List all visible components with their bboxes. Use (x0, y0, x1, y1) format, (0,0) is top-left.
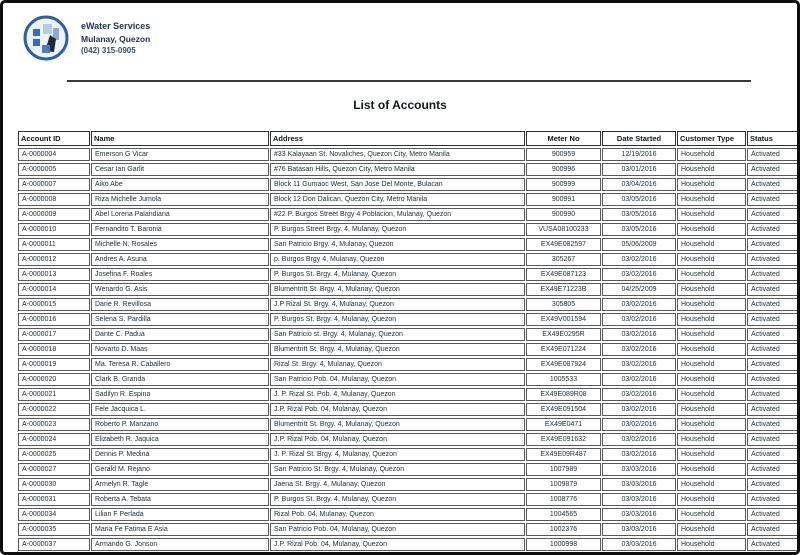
cell-name: Gerald M. Rejano (91, 463, 269, 476)
accounts-table-container (17, 129, 789, 553)
cell-meter_no: VUSA08100233 (526, 223, 601, 236)
cell-status: Activated (747, 223, 800, 236)
cell-address: San Patricio Brgy. 4, Mulanay, Quezon (270, 238, 525, 251)
cell-address: Blumentritt St. Brgy. 4, Mulanay, Quezon (270, 343, 525, 356)
table-row (18, 193, 800, 206)
cell-status: Activated (747, 418, 800, 431)
column-header-meter_no: Meter No (526, 131, 601, 146)
cell-customer_type: Household (677, 508, 746, 521)
cell-name: Lilian F Perlada (91, 508, 269, 521)
cell-name: Dennis P. Medina (91, 448, 269, 461)
cell-date_started: 03/03/2016 (602, 478, 676, 491)
cell-name: Cesar Ian Garlit (91, 163, 269, 176)
cell-name: Wenardo G. Asis (91, 283, 269, 296)
column-header-name: Name (91, 131, 269, 146)
table-row (18, 253, 800, 266)
cell-name: Michelle N. Rosales (91, 238, 269, 251)
cell-customer_type: Household (677, 448, 746, 461)
table-row (18, 223, 800, 236)
company-phone: (042) 315-0905 (81, 46, 136, 56)
cell-address: P. Burgos St. Brgy. 4, Mulanay, Quezon (270, 493, 525, 506)
company-info (81, 15, 150, 57)
cell-address: San Patricio st. Brgy. 4, Mulanay, Quezon (270, 328, 525, 341)
cell-date_started: 03/02/2016 (602, 388, 676, 401)
cell-account_id: A-0000020 (18, 373, 90, 386)
cell-address: J.P. Rizal Pob. 04, Mulanay, Quezon (270, 403, 525, 416)
cell-status: Activated (747, 268, 800, 281)
cell-address: P. Burgos St. Brgy. 4, Mulanay, Quezon (270, 268, 525, 281)
table-row (18, 523, 800, 536)
cell-address: p. Burgos Brgy 4, Mulanay, Quezon (270, 253, 525, 266)
cell-name: Aiko Abe (91, 178, 269, 191)
cell-customer_type: Household (677, 283, 746, 296)
cell-meter_no: EX49E089R08 (526, 388, 601, 401)
cell-date_started: 03/03/2016 (602, 463, 676, 476)
cell-name: Armelyn R. Tagle (91, 478, 269, 491)
cell-customer_type: Household (677, 193, 746, 206)
cell-status: Activated (747, 478, 800, 491)
cell-customer_type: Household (677, 148, 746, 161)
cell-date_started: 03/03/2016 (602, 538, 676, 551)
cell-date_started: 03/02/2016 (602, 328, 676, 341)
cell-account_id: A-0000005 (18, 163, 90, 176)
cell-account_id: A-0000004 (18, 148, 90, 161)
cell-status: Activated (747, 283, 800, 296)
cell-date_started: 04/25/2009 (602, 283, 676, 296)
cell-meter_no: 1009879 (526, 478, 601, 491)
cell-customer_type: Household (677, 478, 746, 491)
cell-status: Activated (747, 538, 800, 551)
cell-date_started: 03/02/2016 (602, 343, 676, 356)
column-header-date_started: Date Started (602, 131, 676, 146)
cell-date_started: 03/02/2016 (602, 403, 676, 416)
cell-meter_no: 1004565 (526, 508, 601, 521)
cell-account_id: A-0000030 (18, 478, 90, 491)
cell-customer_type: Household (677, 538, 746, 551)
cell-name: Sadilyn R. Espina (91, 388, 269, 401)
cell-address: P. Burgos Street Brgy. 4, Mulanay, Quezon (270, 223, 525, 236)
cell-customer_type: Household (677, 418, 746, 431)
cell-status: Activated (747, 388, 800, 401)
cell-name: Roberto P. Manzano (91, 418, 269, 431)
cell-meter_no: EX49E09R487 (526, 448, 601, 461)
cell-date_started: 03/02/2016 (602, 448, 676, 461)
cell-account_id: A-0000016 (18, 313, 90, 326)
cell-name: Josefina F. Roales (91, 268, 269, 281)
table-row (18, 163, 800, 176)
cell-status: Activated (747, 148, 800, 161)
cell-status: Activated (747, 178, 800, 191)
cell-date_started: 03/04/2016 (602, 178, 676, 191)
cell-name: Abel Lorena Palandiana (91, 208, 269, 221)
cell-status: Activated (747, 433, 800, 446)
cell-customer_type: Household (677, 343, 746, 356)
cell-address: Rizal St. Brgy. 4, Mulanay, Quezon (270, 358, 525, 371)
cell-name: Novarto D. Maas (91, 343, 269, 356)
cell-address: J.P. Rizal Pob. 04, Mulanay, Quezon (270, 433, 525, 446)
cell-meter_no: EX49E091504 (526, 403, 601, 416)
cell-name: Maria Fe Fatima E Asia (91, 523, 269, 536)
cell-account_id: A-0000015 (18, 298, 90, 311)
table-header-row (18, 131, 800, 146)
cell-customer_type: Household (677, 253, 746, 266)
cell-status: Activated (747, 343, 800, 356)
cell-date_started: 03/02/2016 (602, 253, 676, 266)
table-row (18, 358, 800, 371)
cell-account_id: A-0000019 (18, 358, 90, 371)
cell-customer_type: Household (677, 433, 746, 446)
cell-meter_no: EX49E091632 (526, 433, 601, 446)
cell-name: Fele Jacquica L. (91, 403, 269, 416)
cell-customer_type: Household (677, 163, 746, 176)
cell-account_id: A-0000023 (18, 418, 90, 431)
table-row (18, 238, 800, 251)
cell-address: Block 12 Don Dalican, Quezon City, Metro Manila (270, 193, 525, 206)
cell-meter_no: 900999 (526, 178, 601, 191)
accounts-table (17, 129, 800, 553)
cell-customer_type: Household (677, 298, 746, 311)
cell-account_id: A-0000009 (18, 208, 90, 221)
cell-date_started: 12/19/2016 (602, 148, 676, 161)
table-row (18, 448, 800, 461)
cell-status: Activated (747, 298, 800, 311)
cell-meter_no: 1007989 (526, 463, 601, 476)
cell-name: Darie R. Revillosa (91, 298, 269, 311)
cell-meter_no: 305267 (526, 253, 601, 266)
table-row (18, 148, 800, 161)
cell-status: Activated (747, 463, 800, 476)
cell-date_started: 03/05/2016 (602, 193, 676, 206)
table-row (18, 478, 800, 491)
table-row (18, 283, 800, 296)
cell-account_id: A-0000017 (18, 328, 90, 341)
cell-status: Activated (747, 328, 800, 341)
cell-status: Activated (747, 313, 800, 326)
cell-account_id: A-0000031 (18, 493, 90, 506)
cell-meter_no: 1000998 (526, 538, 601, 551)
cell-customer_type: Household (677, 358, 746, 371)
cell-name: Fernandito T. Baronia (91, 223, 269, 236)
cell-meter_no: 900991 (526, 193, 601, 206)
cell-meter_no: EX49E087924 (526, 358, 601, 371)
cell-account_id: A-0000010 (18, 223, 90, 236)
cell-account_id: A-0000012 (18, 253, 90, 266)
cell-name: Armando G. Jonson (91, 538, 269, 551)
cell-address: #22 P. Burgos Street Brgy 4 Poblacion, Mulanay, Quezon (270, 208, 525, 221)
table-row (18, 268, 800, 281)
column-header-address: Address (270, 131, 525, 146)
cell-meter_no: EX49E071224 (526, 343, 601, 356)
cell-name: Clark B. Granda (91, 373, 269, 386)
cell-status: Activated (747, 193, 800, 206)
column-header-status: Status (747, 131, 800, 146)
cell-meter_no: EX49V001594 (526, 313, 601, 326)
cell-account_id: A-0000025 (18, 448, 90, 461)
cell-customer_type: Household (677, 313, 746, 326)
cell-address: Block 11 Gumaoc West, San Jose Del Monte, Bulacan (270, 178, 525, 191)
table-row (18, 508, 800, 521)
table-row (18, 343, 800, 356)
company-name: eWater Services (81, 21, 151, 31)
table-row (18, 298, 800, 311)
cell-meter_no: 900996 (526, 163, 601, 176)
column-header-customer_type: Customer Type (677, 131, 746, 146)
cell-customer_type: Household (677, 493, 746, 506)
water-utility-logo-icon (23, 15, 69, 61)
cell-date_started: 03/03/2016 (602, 493, 676, 506)
cell-name: Roberta A. Tebata (91, 493, 269, 506)
cell-address: Rizal Pob. 04, Mulanay, Quezon (270, 508, 525, 521)
cell-address: J. P. Rizal St. Pob. 4, Mulanay, Quezon (270, 388, 525, 401)
company-location: Mulanay, Quezon (81, 34, 151, 45)
cell-date_started: 03/02/2016 (602, 298, 676, 311)
cell-meter_no: EX49E087123 (526, 268, 601, 281)
accounts-table-body (18, 148, 800, 551)
cell-date_started: 05/06/2009 (602, 238, 676, 251)
cell-customer_type: Household (677, 268, 746, 281)
cell-meter_no: 1005533 (526, 373, 601, 386)
cell-account_id: A-0000018 (18, 343, 90, 356)
cell-address: San Patricio St. Brgy. 4, Mulanay, Quezon (270, 463, 525, 476)
table-row (18, 418, 800, 431)
table-row (18, 493, 800, 506)
cell-address: J.P Rizal St. Brgy. 4, Mulanay, Quezon (270, 298, 525, 311)
cell-date_started: 03/05/2016 (602, 208, 676, 221)
cell-address: #33 Kalayaan St. Novaliches, Quezon City, Metro Manila (270, 148, 525, 161)
cell-address: J. P. Rizal St. Brgy. 4, Mulanay, Quezon (270, 448, 525, 461)
cell-date_started: 03/02/2016 (602, 418, 676, 431)
cell-meter_no: EX49E0471 (526, 418, 601, 431)
cell-name: Riza Michelle Jumola (91, 193, 269, 206)
cell-date_started: 03/02/2016 (602, 358, 676, 371)
cell-account_id: A-0000011 (18, 238, 90, 251)
cell-status: Activated (747, 523, 800, 536)
cell-address: Blumentritt St. Brgy. 4, Mulanay, Quezon (270, 283, 525, 296)
cell-address: P. Burgos St. Brgy. 4, Mulanay, Quezon (270, 313, 525, 326)
cell-status: Activated (747, 238, 800, 251)
table-row (18, 208, 800, 221)
table-row (18, 328, 800, 341)
cell-name: Andres A. Asuna (91, 253, 269, 266)
table-row (18, 313, 800, 326)
cell-customer_type: Household (677, 388, 746, 401)
cell-meter_no: 1002376 (526, 523, 601, 536)
cell-date_started: 03/02/2016 (602, 433, 676, 446)
cell-meter_no: 900990 (526, 208, 601, 221)
cell-customer_type: Household (677, 403, 746, 416)
cell-name: Ma. Teresa R. Caballero (91, 358, 269, 371)
cell-status: Activated (747, 358, 800, 371)
cell-name: Dante C. Padua (91, 328, 269, 341)
cell-status: Activated (747, 493, 800, 506)
cell-account_id: A-0000021 (18, 388, 90, 401)
cell-name: Elizabeth R. Jaquica (91, 433, 269, 446)
cell-name: Selena S. Pardilla (91, 313, 269, 326)
table-row (18, 433, 800, 446)
cell-customer_type: Household (677, 223, 746, 236)
cell-status: Activated (747, 448, 800, 461)
cell-address: J.P. Rizal Pob. 04, Mulanay, Quezon (270, 538, 525, 551)
letterhead (23, 15, 150, 61)
table-row (18, 373, 800, 386)
cell-status: Activated (747, 163, 800, 176)
cell-meter_no: EX49E71223B (526, 283, 601, 296)
cell-customer_type: Household (677, 238, 746, 251)
cell-address: #76 Batasan Hills, Quezon City, Metro Manila (270, 163, 525, 176)
cell-address: Jaena St. Brgy. 4, Mulanay, Quezon (270, 478, 525, 491)
page-title: List of Accounts (353, 98, 447, 112)
cell-date_started: 03/03/2016 (602, 508, 676, 521)
cell-customer_type: Household (677, 328, 746, 341)
cell-account_id: A-0000022 (18, 403, 90, 416)
cell-account_id: A-0000027 (18, 463, 90, 476)
cell-meter_no: 1008776 (526, 493, 601, 506)
cell-customer_type: Household (677, 523, 746, 536)
cell-account_id: A-0000024 (18, 433, 90, 446)
cell-status: Activated (747, 373, 800, 386)
table-row (18, 403, 800, 416)
cell-address: San Patricio Pob. 04, Mulanay, Quezon (270, 523, 525, 536)
letterhead-divider (67, 80, 751, 82)
cell-date_started: 03/02/2016 (602, 373, 676, 386)
cell-status: Activated (747, 508, 800, 521)
cell-date_started: 03/05/2016 (602, 223, 676, 236)
cell-account_id: A-0000037 (18, 538, 90, 551)
cell-status: Activated (747, 253, 800, 266)
cell-account_id: A-0000007 (18, 178, 90, 191)
table-row (18, 388, 800, 401)
cell-date_started: 03/02/2016 (602, 313, 676, 326)
cell-meter_no: EX49E082597 (526, 238, 601, 251)
cell-status: Activated (747, 403, 800, 416)
cell-account_id: A-0000014 (18, 283, 90, 296)
cell-name: Emerson G Vicar (91, 148, 269, 161)
cell-customer_type: Household (677, 208, 746, 221)
cell-customer_type: Household (677, 373, 746, 386)
cell-account_id: A-0000008 (18, 193, 90, 206)
table-row (18, 178, 800, 191)
cell-account_id: A-0000035 (18, 523, 90, 536)
cell-address: Blumentritt St. Brgy. 4, Mulanay, Quezon (270, 418, 525, 431)
cell-date_started: 03/01/2016 (602, 163, 676, 176)
cell-customer_type: Household (677, 463, 746, 476)
cell-meter_no: 305805 (526, 298, 601, 311)
cell-customer_type: Household (677, 178, 746, 191)
cell-account_id: A-0000034 (18, 508, 90, 521)
cell-date_started: 03/03/2016 (602, 523, 676, 536)
cell-status: Activated (747, 208, 800, 221)
cell-address: San Patricio Pob. 04, Mulanay, Quezon (270, 373, 525, 386)
cell-date_started: 03/02/2016 (602, 268, 676, 281)
cell-meter_no: 900959 (526, 148, 601, 161)
cell-account_id: A-0000013 (18, 268, 90, 281)
table-row (18, 463, 800, 476)
column-header-account_id: Account ID (18, 131, 90, 146)
table-row (18, 538, 800, 551)
cell-meter_no: EX49E0295R (526, 328, 601, 341)
